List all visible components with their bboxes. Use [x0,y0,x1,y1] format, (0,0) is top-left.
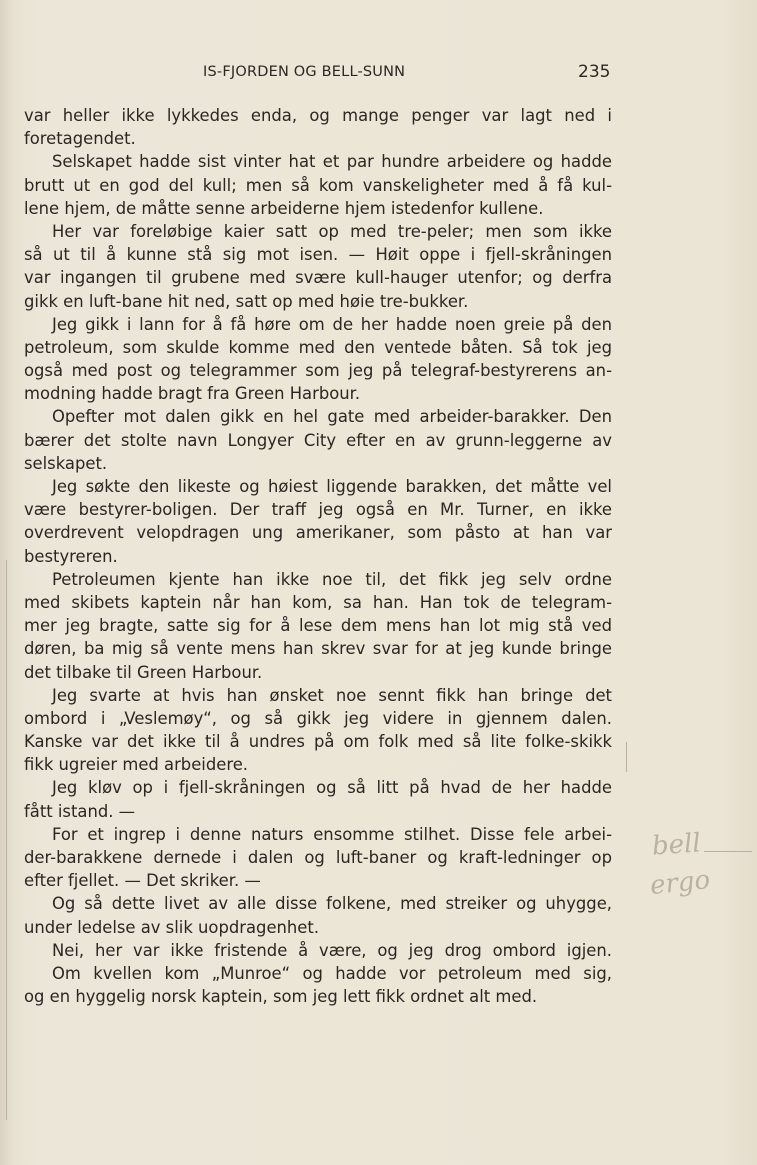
text-line: Jeg kløv op i fjell-skråningen og så litt på hvad de her hadde [52,778,612,798]
text-line: Jeg svarte at hvis han ønsket noe sennt fikk han bringe det [52,685,612,705]
text-line: Om kvellen kom „Munroe“ og hadde vor petroleum med sig, [52,963,612,983]
text-line: Jeg søkte den likeste og høiest liggende barakken, det måtte vel [52,477,612,496]
text-line: brutt ut en god del kull; men så kom vanskeligheter med å få kul- [24,175,612,195]
text-line: mer jeg bragte, satte sig for å lese dem mens han lot mig stå ved [24,616,612,636]
text-line: gikk en luft-bane hit ned, satt op med høie tre-bukker. [24,291,469,311]
text-line: efter fjellet. — Det skriker. — [24,871,261,891]
text-line: og en hyggelig norsk kaptein, som jeg lett fikk ordnet alt med. [24,987,538,1007]
body-text [24,104,612,1008]
text-line: Petroleumen kjente han ikke noe til, det fikk jeg selv ordne [52,569,612,589]
text-line: der-barakkene dernede i dalen og luft-baner og kraft-ledninger op [24,848,612,867]
text-line: selskapet. [24,453,108,473]
text-line: modning hadde bragt fra Green Harbour. [24,384,361,404]
text-line: Jeg gikk i lann for å få høre om de her hadde noen greie på den [52,314,612,334]
pencil-margin-note: bell [651,828,702,862]
text-line: Her var foreløbige kaier satt op med tre-peler; men som ikke [52,221,612,241]
pencil-bracket-mark [626,742,631,772]
text-line: også med post og telegrammer som jeg på telegraf-bestyrerens an- [24,361,612,381]
text-line: med skibets kaptein når han kom, sa han. Han tok de telegram- [24,592,612,612]
page-number: 235 [578,62,611,82]
text-line: Selskapet hadde sist vinter hat et par hundre arbeidere og hadde [52,152,612,172]
text-line: Kanske var det ikke til å undres på om folk med så lite folke-skikk [24,732,612,752]
text-line: så ut til å kunne stå sig mot isen. — Høit oppe i fjell-skråningen [24,245,612,265]
text-line: bestyreren. [24,546,118,566]
text-line: For et ingrep i denne naturs ensomme stilhet. Disse fele arbei- [52,824,612,844]
text-line: Nei, her var ikke fristende å være, og jeg drog ombord igjen. [52,940,612,960]
text-line: var heller ikke lykkedes enda, og mange penger var lagt ned i [24,106,612,125]
text-line: Og så dette livet av alle disse folkene, med streiker og uhygge, [52,894,612,914]
text-line: fått istand. — [24,801,136,821]
text-line: lene hjem, de måtte senne arbeiderne hjem istedenfor kullene. [24,198,544,218]
running-head [0,64,757,88]
text-line: Opefter mot dalen gikk en hel gate med arbeider-barakker. Den [52,407,612,427]
text-line: ombord i „Veslemøy“, og så gikk jeg videre in gjennem dalen. [24,708,612,728]
text-line: være bestyrer-boligen. Der traff jeg også en Mr. Turner, en ikke [24,500,612,520]
running-title: IS-FJORDEN OG BELL-SUNN [203,64,406,80]
text-line: var ingangen til grubene med svære kull-hauger utenfor; og derfra [24,268,612,288]
text-line: under ledelse av slik uopdragenhet. [24,917,320,937]
text-line: overdrevent velopdragen ung amerikaner, som påsto at han var [24,523,612,543]
text-line: bærer det stolte navn Longyer City efter en av grunn-leggerne av [24,430,612,450]
gutter-shadow [6,560,7,1120]
text-line: det tilbake til Green Harbour. [24,662,263,682]
text-line: fikk ugreier med arbeidere. [24,755,249,775]
pencil-margin-note: ergo [648,864,712,902]
text-line: petroleum, som skulde komme med den ventede båten. Så tok jeg [24,337,612,357]
text-line: døren, ba mig så vente mens han skrev svar for at jeg kunde bringe [24,639,612,659]
text-line: foretagendet. [24,129,136,149]
pencil-dash-mark [704,851,752,852]
